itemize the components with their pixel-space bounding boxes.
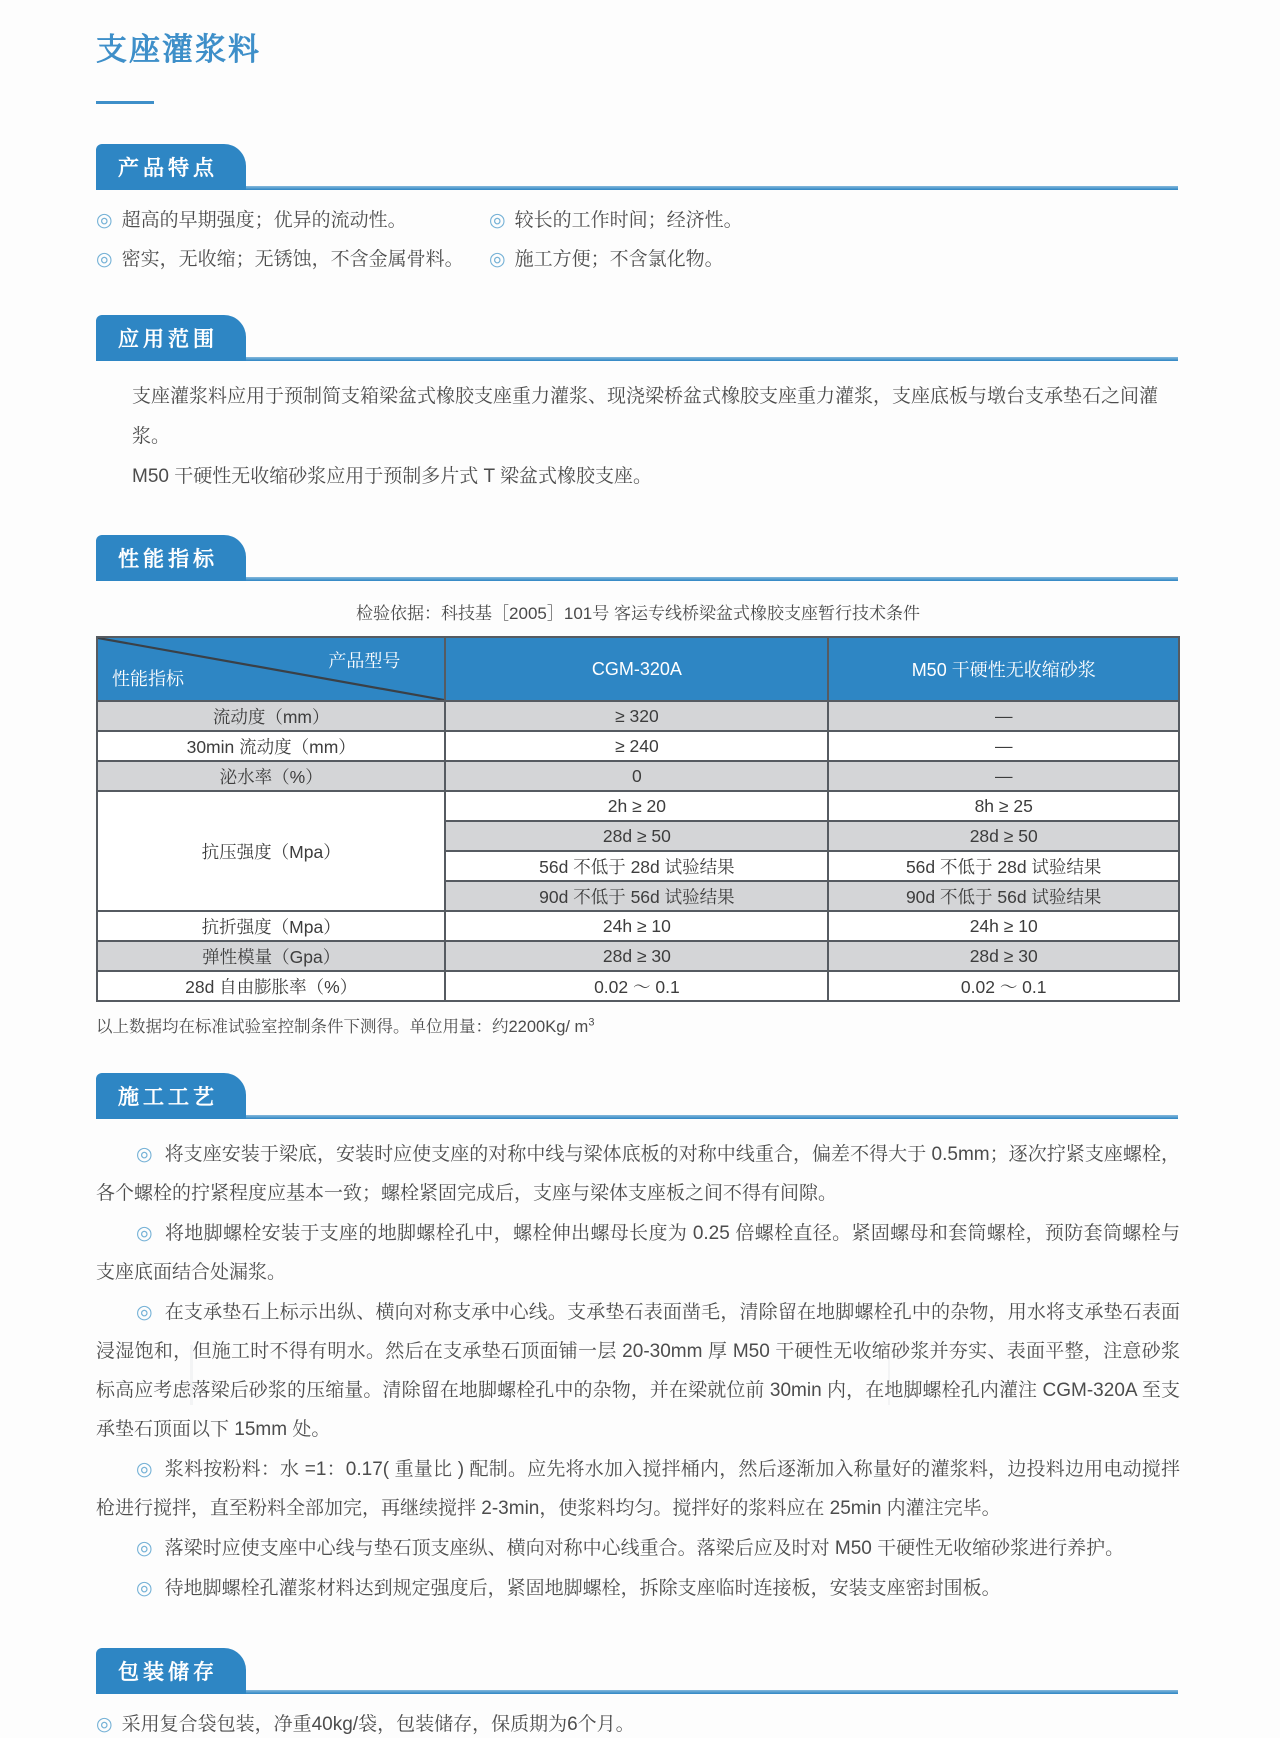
step-text: 将支座安装于梁底，安装时应使支座的对称中线与梁体底板的对称中线重合，偏差不得大于 0.5mm；逐次拧紧支座螺栓，各个螺栓的拧紧程度应基本一致；螺栓紧固完成后，支座与梁体支座板之间不得有间隙。 <box>96 1144 1180 1204</box>
cell-value: 0.02 ～ 0.1 <box>445 971 828 1001</box>
cell-value: 56d 不低于 28d 试验结果 <box>828 851 1179 881</box>
column-header-cgm: CGM-320A <box>445 637 828 701</box>
bullet-icon: ◎ <box>96 1714 113 1735</box>
table-row <box>97 791 1179 821</box>
section-badge-process: 施工工艺 <box>96 1073 246 1119</box>
list-item <box>96 247 489 273</box>
feature-text: 密实，无收缩；无锈蚀，不含金属骨料。 <box>121 249 464 270</box>
footnote-superscript: 3 <box>588 1016 595 1029</box>
performance-table <box>96 636 1180 1002</box>
cell-value: 8h ≥ 25 <box>828 791 1179 821</box>
packaging-note <box>96 1711 1180 1738</box>
cell-value: 56d 不低于 28d 试验结果 <box>445 851 828 881</box>
column-header-m50: M50 干硬性无收缩砂浆 <box>828 637 1179 701</box>
row-label: 30min 流动度（mm） <box>97 731 445 761</box>
bullet-icon: ◎ <box>136 1538 153 1559</box>
cell-value: — <box>828 701 1179 731</box>
section-badge-scope: 应用范围 <box>96 315 246 361</box>
bullet-icon: ◎ <box>489 210 506 231</box>
bullet-icon: ◎ <box>136 1459 153 1480</box>
list-item <box>489 208 1180 234</box>
cell-value: 0.02 ～ 0.1 <box>828 971 1179 1001</box>
section-badge-features: 产品特点 <box>96 144 246 190</box>
process-step <box>96 1569 1180 1608</box>
bullet-icon: ◎ <box>136 1223 153 1244</box>
feature-text: 施工方便；不含氯化物。 <box>514 249 724 270</box>
title-underline <box>96 101 154 104</box>
section-header-packaging <box>96 1652 1180 1694</box>
scope-paragraph <box>96 377 1180 497</box>
section-badge-performance: 性能指标 <box>96 535 246 581</box>
step-text: 将地脚螺栓安装于支座的地脚螺栓孔中，螺栓伸出螺母长度为 0.25 倍螺栓直径。紧固螺母和套筒螺栓，预防套筒螺栓与支座底面结合处漏浆。 <box>96 1223 1180 1283</box>
section-rule <box>96 577 1178 581</box>
cell-value: 24h ≥ 10 <box>828 911 1179 941</box>
step-text: 待地脚螺栓孔灌浆材料达到规定强度后，紧固地脚螺栓，拆除支座临时连接板，安装支座密封围板。 <box>164 1578 1001 1599</box>
cell-value: 2h ≥ 20 <box>445 791 828 821</box>
row-label-compressive: 抗压强度（Mpa） <box>97 791 445 911</box>
footnote-text: 以上数据均在标准试验室控制条件下测得。单位用量：约2200Kg/ m <box>96 1018 589 1036</box>
cell-value: 28d ≥ 30 <box>445 941 828 971</box>
bullet-icon: ◎ <box>136 1302 153 1323</box>
row-label: 抗折强度（Mpa） <box>97 911 445 941</box>
corner-label-product-model: 产品型号 <box>328 651 401 671</box>
cell-value: ≥ 320 <box>445 701 828 731</box>
scope-line: M50 干硬性无收缩砂浆应用于预制多片式 T 梁盆式橡胶支座。 <box>132 466 653 487</box>
bullet-icon: ◎ <box>136 1578 153 1599</box>
bullet-icon: ◎ <box>136 1144 153 1165</box>
list-item <box>489 247 1180 273</box>
row-label: 弹性模量（Gpa） <box>97 941 445 971</box>
features-list <box>96 208 1180 273</box>
cell-value: 28d ≥ 50 <box>445 821 828 851</box>
table-row <box>97 731 1179 761</box>
section-rule <box>96 1115 1178 1119</box>
feature-text: 较长的工作时间；经济性。 <box>514 210 743 231</box>
cell-value: 28d ≥ 30 <box>828 941 1179 971</box>
cell-value: 90d 不低于 56d 试验结果 <box>445 881 828 911</box>
table-footnote <box>96 1013 1180 1037</box>
process-step <box>96 1293 1180 1449</box>
section-header-features <box>96 148 1180 190</box>
table-corner-cell <box>97 637 445 701</box>
process-steps <box>96 1135 1180 1608</box>
process-step <box>96 1450 1180 1528</box>
page-title: 支座灌浆料 <box>96 32 261 67</box>
feature-text: 超高的早期强度；优异的流动性。 <box>121 210 407 231</box>
row-label: 泌水率（%） <box>97 761 445 791</box>
cell-value: 28d ≥ 50 <box>828 821 1179 851</box>
bullet-icon: ◎ <box>489 249 506 270</box>
test-basis-note: 检验依据：科技基［2005］101号 客运专线桥梁盆式橡胶支座暂行技术条件 <box>356 604 920 623</box>
corner-label-performance-index: 性能指标 <box>112 669 184 689</box>
table-header-row <box>97 637 1179 701</box>
step-text: 浆料按粉料：水 =1：0.17( 重量比 ) 配制。应先将水加入搅拌桶内，然后逐渐加入称量好的灌浆料，边投料边用电动搅拌枪进行搅拌，直至粉料全部加完，再继续搅拌 2-3min，使浆料均匀。搅拌好的浆料应在 25min 内灌注完毕。 <box>96 1459 1180 1519</box>
section-header-scope <box>96 319 1180 361</box>
table-row <box>97 911 1179 941</box>
section-header-process <box>96 1077 1180 1119</box>
table-row <box>97 971 1179 1001</box>
cell-value: 0 <box>445 761 828 791</box>
cell-value: — <box>828 761 1179 791</box>
section-badge-packaging: 包装储存 <box>96 1648 246 1694</box>
row-label: 流动度（mm） <box>97 701 445 731</box>
packaging-text: 采用复合袋包装，净重40kg/袋，包装储存，保质期为6个月。 <box>121 1714 635 1735</box>
section-rule <box>96 186 1178 190</box>
process-step <box>96 1214 1180 1292</box>
process-step <box>96 1529 1180 1568</box>
cell-value: 24h ≥ 10 <box>445 911 828 941</box>
section-rule <box>96 1690 1178 1694</box>
scan-artifact <box>190 1345 193 1405</box>
list-item <box>96 208 489 234</box>
cell-value: ≥ 240 <box>445 731 828 761</box>
scan-artifact <box>888 1357 890 1405</box>
bullet-icon: ◎ <box>96 249 113 270</box>
cell-value: 90d 不低于 56d 试验结果 <box>828 881 1179 911</box>
bullet-icon: ◎ <box>96 210 113 231</box>
row-label: 28d 自由膨胀率（%） <box>97 971 445 1001</box>
step-text: 落梁时应使支座中心线与垫石顶支座纵、横向对称中心线重合。落梁后应及时对 M50 干硬性无收缩砂浆进行养护。 <box>164 1538 1125 1559</box>
section-rule <box>96 357 1178 361</box>
scope-line: 支座灌浆料应用于预制简支箱梁盆式橡胶支座重力灌浆、现浇梁桥盆式橡胶支座重力灌浆，支座底板与墩台支承垫石之间灌浆。 <box>132 386 1159 447</box>
table-row <box>97 701 1179 731</box>
cell-value: — <box>828 731 1179 761</box>
section-header-performance <box>96 539 1180 581</box>
step-text: 在支承垫石上标示出纵、横向对称支承中心线。支承垫石表面凿毛，清除留在地脚螺栓孔中的杂物，用水将支承垫石表面浸湿饱和，但施工时不得有明水。然后在支承垫石顶面铺一层 20-30mm 厚 M50 干硬性无收缩砂浆并夯实、表面平整，注意砂浆标高应考虑落梁后砂浆的压缩量。清除留在地脚螺栓孔中的杂物，并在梁就位前 30min 内，在地脚螺栓孔内灌注 CGM-320A 至支承垫石顶面以下 15mm 处。 <box>96 1302 1181 1440</box>
table-row <box>97 941 1179 971</box>
process-step <box>96 1135 1180 1213</box>
table-row <box>97 761 1179 791</box>
